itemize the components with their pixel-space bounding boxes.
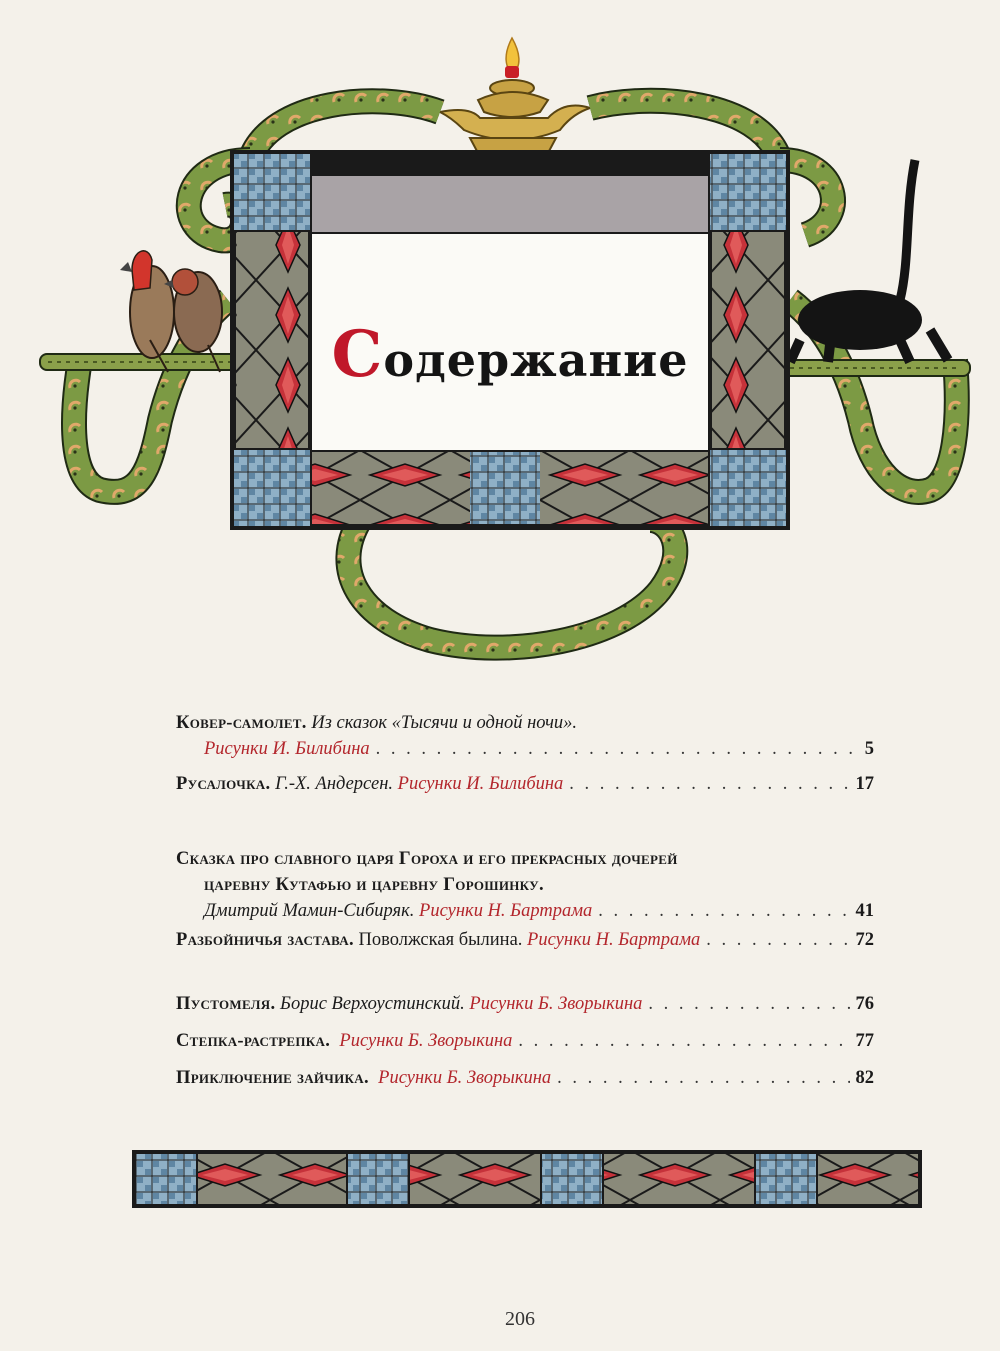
oil-lamp-icon	[440, 38, 590, 168]
toc-story-title: Сказка про славного царя Гороха и его прекрасных дочерей	[176, 849, 678, 869]
toc-author: Г.-Х. Андерсен.	[270, 774, 398, 794]
toc-entry-line	[176, 710, 874, 736]
toc-entry-line	[176, 991, 874, 1017]
toc-leader-dots	[557, 1065, 849, 1091]
toc-story-title: Разбойничья застава.	[176, 930, 354, 950]
toc-leader-dots	[648, 991, 849, 1017]
toc-page-number: 17	[855, 774, 874, 794]
toc-page-number: 41	[855, 901, 874, 921]
toc-illustrator: Рисунки И. Билибина	[204, 739, 370, 759]
toc-story-title: Пустомеля.	[176, 994, 276, 1014]
toc-page-number: 77	[855, 1031, 874, 1051]
toc-entry[interactable]	[176, 1028, 874, 1054]
toc-entry[interactable]	[176, 991, 874, 1017]
toc-illustrator: Рисунки Н. Бартрама	[419, 901, 593, 921]
page-title	[310, 317, 710, 392]
title-rest: одержание	[383, 333, 689, 387]
toc-leader-dots	[518, 1028, 849, 1054]
toc-illustrator: Рисунки Б. Зворыкина	[339, 1031, 513, 1051]
toc-author: Дмитрий Мамин-Сибиряк.	[204, 901, 420, 921]
title-initial-letter: С	[331, 317, 384, 392]
toc-illustrator: Рисунки Н. Бартрама	[527, 930, 701, 950]
toc-illustrator: Рисунки Б. Зворыкина	[469, 994, 643, 1014]
toc-entry[interactable]	[176, 846, 874, 924]
toc-entry[interactable]	[176, 1065, 874, 1091]
toc-entry-line	[176, 1028, 874, 1054]
toc-entry-line	[176, 771, 874, 797]
toc-leader-dots	[598, 898, 849, 924]
toc-entry-line	[176, 898, 874, 924]
toc-entry-line	[176, 872, 874, 898]
ornamental-border-strip	[132, 1150, 922, 1208]
toc-entry-line	[176, 846, 874, 872]
page-number: 206	[505, 1308, 535, 1330]
toc-story-title: царевну Кутафью и царевну Горошинку.	[204, 875, 544, 895]
toc-page-number: 5	[864, 739, 874, 759]
toc-entry[interactable]	[176, 771, 874, 797]
toc-story-title: Степка-растрепка.	[176, 1031, 331, 1051]
toc-story-title: Русалочка.	[176, 774, 271, 794]
toc-author	[369, 1065, 378, 1091]
toc-page-number: 72	[855, 930, 874, 950]
toc-author: Борис Верхоустинский.	[275, 994, 470, 1014]
toc-author: Поволжская былина.	[353, 930, 528, 950]
toc-illustrator: Рисунки Б. Зворыкина	[378, 1068, 552, 1088]
toc-page-number: 82	[855, 1068, 874, 1088]
toc-author	[330, 1028, 339, 1054]
toc-leader-dots	[376, 736, 859, 762]
toc-entry-line	[176, 736, 874, 762]
toc-entry-line	[176, 927, 874, 953]
toc-entry[interactable]	[176, 710, 874, 762]
toc-leader-dots	[706, 927, 849, 953]
toc-story-title: Ковер-самолет.	[176, 713, 307, 733]
toc-leader-dots	[569, 771, 849, 797]
toc-page-number: 76	[855, 994, 874, 1014]
shelf-right	[780, 360, 970, 376]
toc-story-title: Приключение зайчика.	[176, 1068, 369, 1088]
toc-entry-line	[176, 1065, 874, 1091]
toc-illustrator: Рисунки И. Билибина	[397, 774, 564, 794]
toc-author: Из сказок «Тысячи и одной ночи».	[306, 713, 578, 733]
toc-entry[interactable]	[176, 927, 874, 953]
